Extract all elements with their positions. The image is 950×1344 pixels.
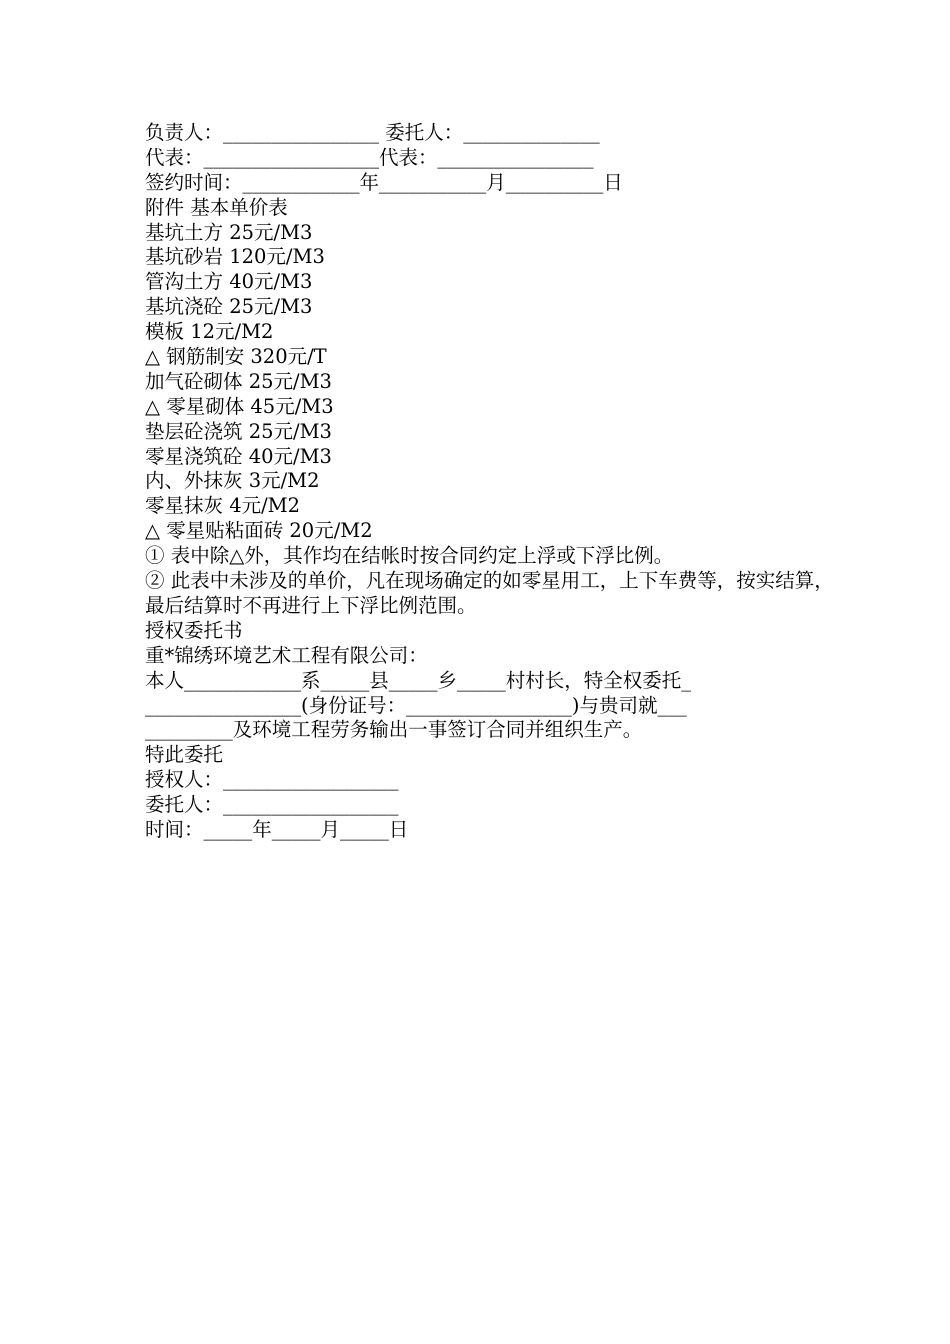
- unit-price-item: △ 钢筋制安 320元/T: [145, 345, 327, 369]
- appendix-note-2: ② 此表中未涉及的单价，凡在现场确定的如零星用工，上下车费等，按实结算，最后结算时不再进行上下浮比例范围。: [145, 569, 834, 617]
- unit-price-item: 垫层砼浇筑 25元/M3: [145, 419, 332, 443]
- unit-price-item: 零星抹灰 4元/M2: [145, 494, 301, 518]
- grantor-signature-line: 授权人：__________________: [145, 768, 399, 792]
- unit-price-item: 零星浇筑砼 40元/M3: [145, 444, 332, 468]
- authorization-body-line-2: ________________(身份证号：_________________)与贵司就___: [145, 693, 687, 717]
- unit-price-item: 基坑土方 25元/M3: [145, 220, 313, 244]
- authorization-closing: 特此委托: [145, 743, 224, 767]
- unit-price-list: [145, 221, 835, 545]
- unit-price-item: 加气砼砌体 25元/M3: [145, 369, 332, 393]
- unit-price-item: 内、外抹灰 3元/M2: [145, 469, 320, 493]
- authorization-body-line-1: 本人____________系_____县_____乡_____村村长，特全权委托_: [145, 668, 692, 692]
- appendix-title: 附件 基本单价表: [145, 195, 288, 219]
- unit-price-item: 管沟土方 40元/M3: [145, 270, 313, 294]
- unit-price-item: △ 零星砌体 45元/M3: [145, 394, 334, 418]
- entrusted-signature-line: 委托人：__________________: [145, 793, 399, 817]
- unit-price-item: 模板 12元/M2: [145, 320, 274, 344]
- document-page: [145, 121, 835, 843]
- signature-line-date: 签约时间：____________年___________月__________日: [145, 170, 623, 194]
- appendix-note-1: ① 表中除△外，其作均在结帐时按合同约定上浮或下浮比例。: [145, 544, 674, 568]
- signature-line-representative: 代表：__________________代表：________________: [145, 145, 594, 169]
- unit-price-item: 基坑浇砼 25元/M3: [145, 295, 313, 319]
- authorization-title: 授权委托书: [145, 618, 243, 642]
- authorization-body-line-3: _________及环境工程劳务输出一事签订合同并组织生产。: [145, 718, 643, 742]
- authorization-date-line: 时间：_____年_____月_____日: [145, 817, 409, 841]
- unit-price-item: △ 零星贴粘面砖 20元/M2: [145, 519, 373, 543]
- authorization-addressee: 重*锦绣环境艺术工程有限公司：: [145, 643, 428, 667]
- signature-line-responsible: 负责人：________________ 委托人：______________: [145, 121, 600, 144]
- unit-price-item: 基坑砂岩 120元/M3: [145, 245, 325, 269]
